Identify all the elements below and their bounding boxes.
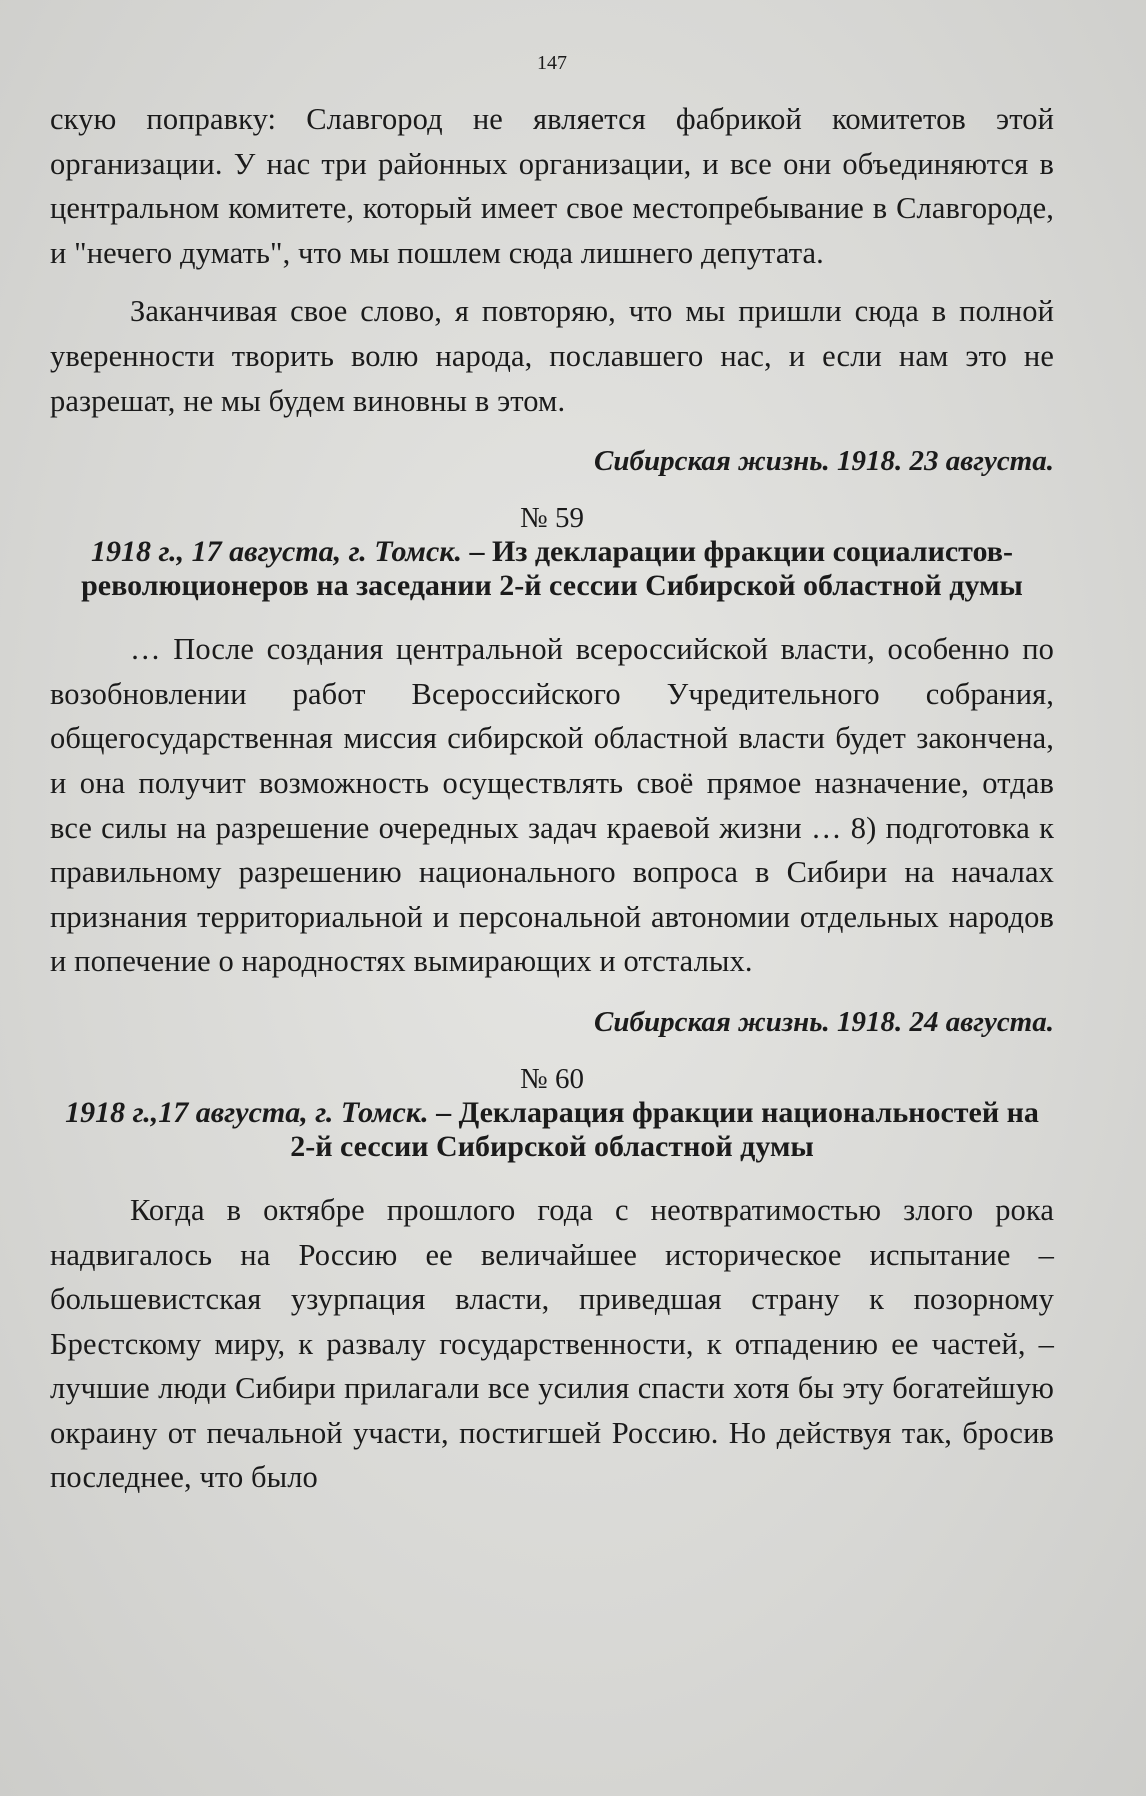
doc-60-date-place: 1918 г.,17 августа, г. Томск. [65, 1095, 429, 1129]
doc-60-number: № 60 [520, 1062, 584, 1095]
doc-59-number: № 59 [520, 502, 584, 535]
doc-59-text: … После создания центральной всероссийской власти, особенно по возобновлении работ Всероссийского Учредительного собрания, общегосударственная миссия сибирской областной власти будет закончена, и она получит возможность осуществлять своё прямое назначение, отдав все силы на разрешение очередных задач краевой жизни … 8) подготовка к правильному разрешению национального вопроса в Сибири на началах признания территориальной и персональной автономии отдельных народов и попечение о народностях вымирающих и отсталых. [50, 632, 1054, 979]
doc-59-date-place: 1918 г., 17 августа, г. Томск. [91, 535, 462, 569]
intro-paragraph-1: скую поправку: Славгород не является фабрикой комитетов этой организации. У нас три районных организации, и все они объединяются в центральном комитете, который имеет свое местопребывание в Славгороде, и "нечего думать", что мы пошлем сюда лишнего депутата. [50, 102, 1054, 270]
doc-59-heading: – Из декларации фракции социалистов-революционеров на заседании 2-й сессии Сибирской областной думы [81, 535, 1023, 603]
doc-59-title [50, 535, 1054, 603]
intro-source: Сибирская жизнь. 1918. 23 августа. [594, 445, 1054, 478]
doc-60-title [50, 1096, 1054, 1164]
page-number: 147 [537, 52, 567, 74]
doc-60-text: Когда в октябре прошлого года с неотвратимостью злого рока надвигалось на Россию ее величайшее историческое испытание – большевистская узурпация власти, приведшая страну к позорному Брестскому миру, к развалу государственности, к отпадению ее частей, – лучшие люди Сибири прилагали все усилия спасти хотя бы эту богатейшую окраину от печальной участи, постигшей Россию. Но действуя так, бросив последнее, что было [50, 1192, 1054, 1495]
intro-paragraph-2: Заканчивая свое слово, я повторяю, что мы пришли сюда в полной уверенности творить волю народа, пославшего нас, и если нам это не разрешат, не мы будем виновны в этом. [50, 294, 1054, 418]
doc-60-heading: – Декларация фракции национальностей на 2-й сессии Сибирской областной думы [290, 1095, 1039, 1163]
doc-59-source: Сибирская жизнь. 1918. 24 августа. [594, 1005, 1054, 1038]
